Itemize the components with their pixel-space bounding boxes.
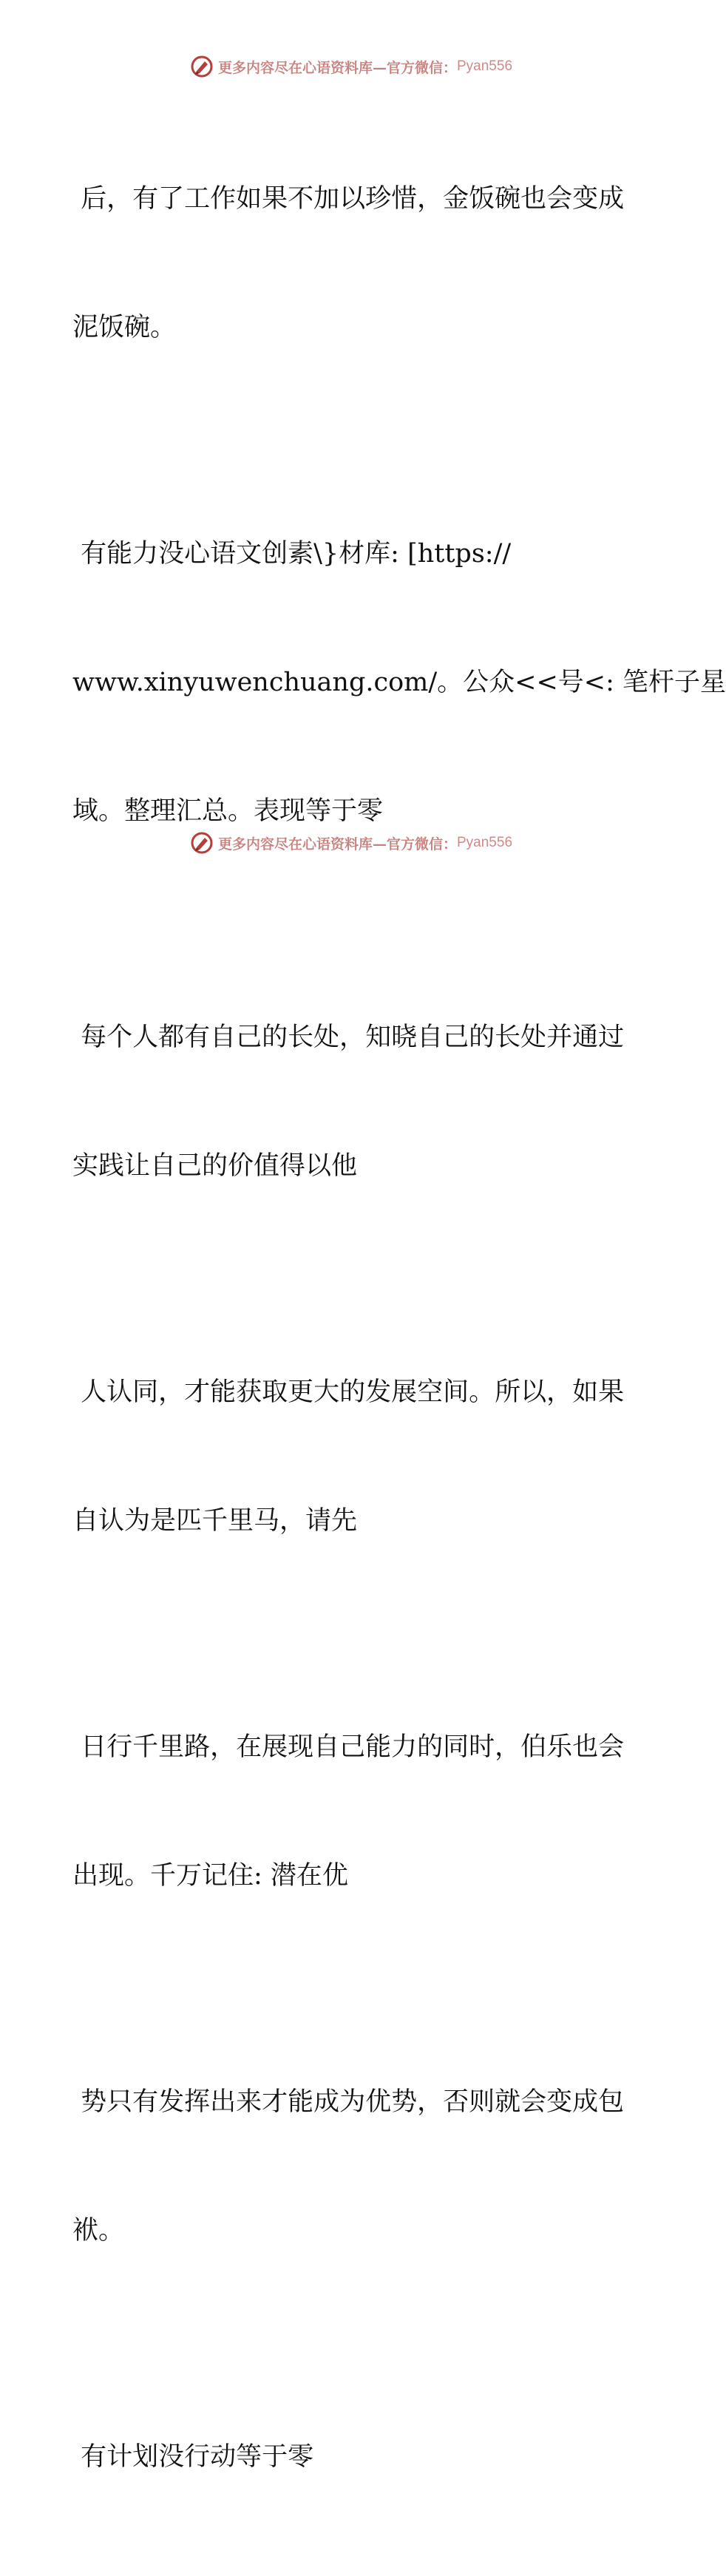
paragraph-line: www.xinyuwenchuang.com/。公众<<号<: 笔杆子星 bbox=[72, 668, 726, 697]
paragraph bbox=[72, 1640, 634, 1983]
footer-banner-wechat: Pyan556 bbox=[457, 835, 513, 850]
footer-banner bbox=[0, 828, 702, 858]
paragraph bbox=[72, 92, 634, 435]
paragraph-line: 有能力没心语文创素\}材库: [https:// bbox=[72, 539, 512, 569]
paragraph-line: 势只有发挥出来才能成为优势，否则就会变成包 bbox=[72, 2087, 625, 2117]
pen-logo-icon bbox=[190, 55, 214, 78]
paragraph-line: 出现。千万记住: 潜在优 bbox=[72, 1861, 348, 1891]
paragraph-line: 每个人都有自己的长处，知晓自己的长处并通过 bbox=[72, 1023, 625, 1052]
paragraph bbox=[72, 1285, 634, 1628]
paragraph-line: 域。整理汇总。表现等于零 bbox=[72, 796, 384, 826]
paragraph-line: 人认同，才能获取更大的发展空间。所以，如果 bbox=[72, 1377, 625, 1407]
paragraph-line: 实践让自己的价值得以他 bbox=[72, 1151, 358, 1181]
paragraph-line: 日行千里路，在展现自己能力的同时，伯乐也会 bbox=[72, 1732, 625, 1762]
paragraph bbox=[72, 1995, 634, 2338]
paragraph-line: 自认为是匹千里马，请先 bbox=[72, 1506, 358, 1536]
header-banner bbox=[0, 52, 702, 81]
footer-banner-text: 更多内容尽在心语资料库—官方微信： bbox=[217, 835, 457, 853]
paragraph bbox=[72, 930, 634, 1273]
header-banner-wechat: Pyan556 bbox=[457, 58, 513, 74]
paragraph-line: 泥饭碗。 bbox=[72, 313, 177, 342]
header-banner-text: 更多内容尽在心语资料库—官方微信： bbox=[217, 59, 457, 76]
paragraph-line: 袱。 bbox=[72, 2216, 125, 2245]
paragraph-line: 后，有了工作如果不加以珍惜，金饭碗也会变成 bbox=[72, 184, 625, 214]
document-body bbox=[72, 92, 726, 2576]
paragraph-line: 有计划没行动等于零 bbox=[72, 2442, 314, 2472]
pen-logo-icon bbox=[190, 831, 214, 855]
paragraph bbox=[72, 2350, 634, 2564]
